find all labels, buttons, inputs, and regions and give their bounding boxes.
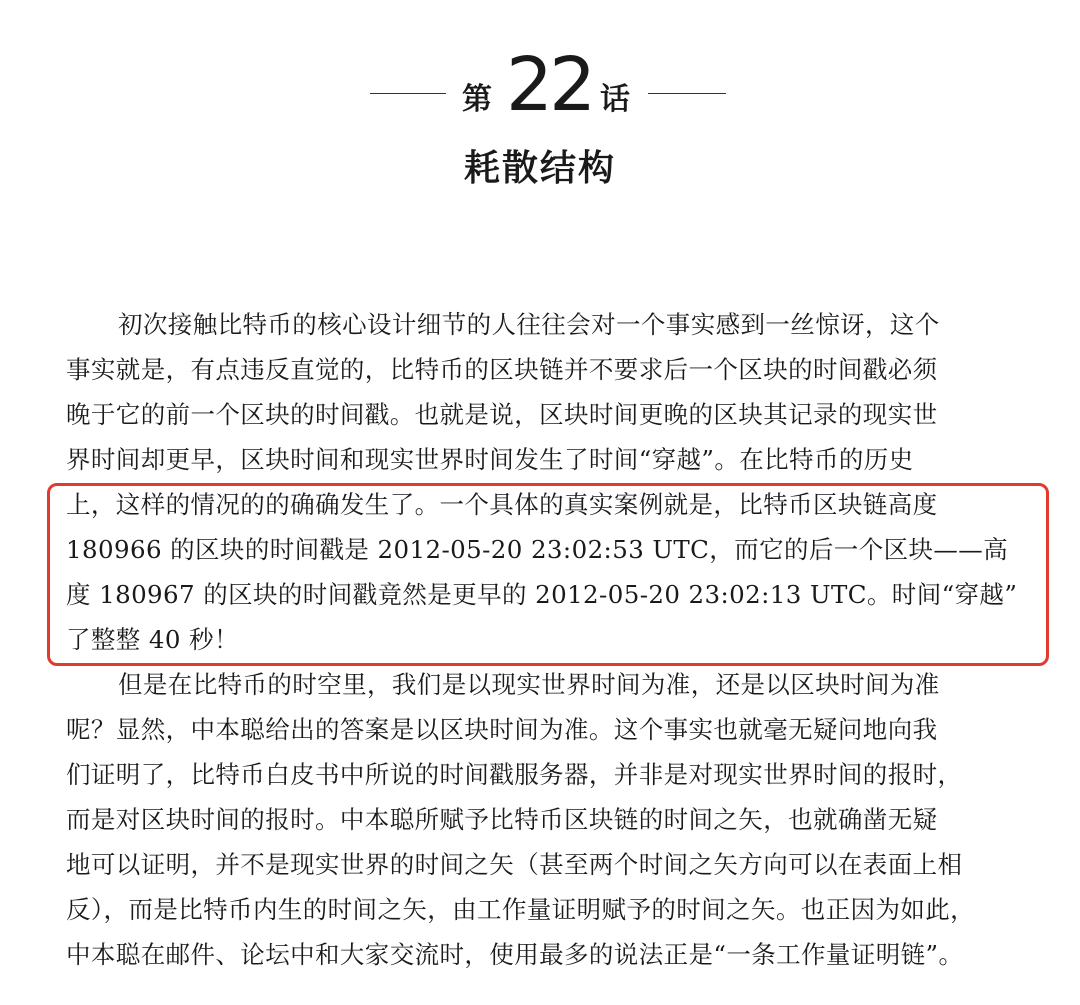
text-line: 呢？显然，中本聪给出的答案是以区块时间为准。这个事实也就毫无疑问地向我: [66, 715, 938, 744]
highlight-annotation-box: [47, 483, 1049, 666]
text-line: 180966 的区块的时间戳是 2012-05-20 23:02:53 UTC，而它的后一个区块——高: [66, 535, 1009, 564]
text-line: 初次接触比特币的核心设计细节的人往往会对一个事实感到一丝惊讶，这个: [118, 310, 940, 339]
chapter-header: [0, 42, 1080, 132]
text-line: 们证明了，比特币白皮书中所说的时间戳服务器，并非是对现实世界时间的报时，: [66, 760, 963, 789]
chapter-prefix: 第: [462, 82, 492, 117]
text-line: 而是对区块时间的报时。中本聪所赋予比特币区块链的时间之矢，也就确凿无疑: [66, 805, 938, 834]
text-line: 地可以证明，并不是现实世界的时间之矢（甚至两个时间之矢方向可以在表面上相: [66, 850, 963, 879]
decorative-rule-right: [648, 93, 726, 94]
text-line: 反），而是比特币内生的时间之矢，由工作量证明赋予的时间之矢。也正因为如此，: [66, 895, 976, 924]
chapter-number: 22: [506, 42, 593, 128]
text-line: 事实就是，有点违反直觉的，比特币的区块链并不要求后一个区块的时间戳必须: [66, 355, 938, 384]
text-line: 界时间却更早，区块时间和现实世界时间发生了时间“穿越”。在比特币的历史: [66, 445, 914, 474]
text-line: 了整整 40 秒！: [66, 625, 239, 654]
text-line: 但是在比特币的时空里，我们是以现实世界时间为准，还是以区块时间为准: [118, 670, 940, 699]
text-line: 上，这样的情况的的确确发生了。一个具体的真实案例就是，比特币区块链高度: [66, 490, 938, 519]
chapter-title: 耗散结构: [463, 148, 616, 189]
text-line: 晚于它的前一个区块的时间戳。也就是说，区块时间更晚的区块其记录的现实世: [66, 400, 938, 429]
text-line: 度 180967 的区块的时间戳竟然是更早的 2012-05-20 23:02:13 UTC。时间“穿越”: [66, 580, 1018, 609]
text-line: 中本聪在邮件、论坛中和大家交流时，使用最多的说法正是“一条工作量证明链”。: [66, 940, 964, 969]
decorative-rule-left: [370, 93, 446, 94]
paragraph-2: [66, 662, 1032, 977]
chapter-suffix: 话: [600, 82, 630, 117]
